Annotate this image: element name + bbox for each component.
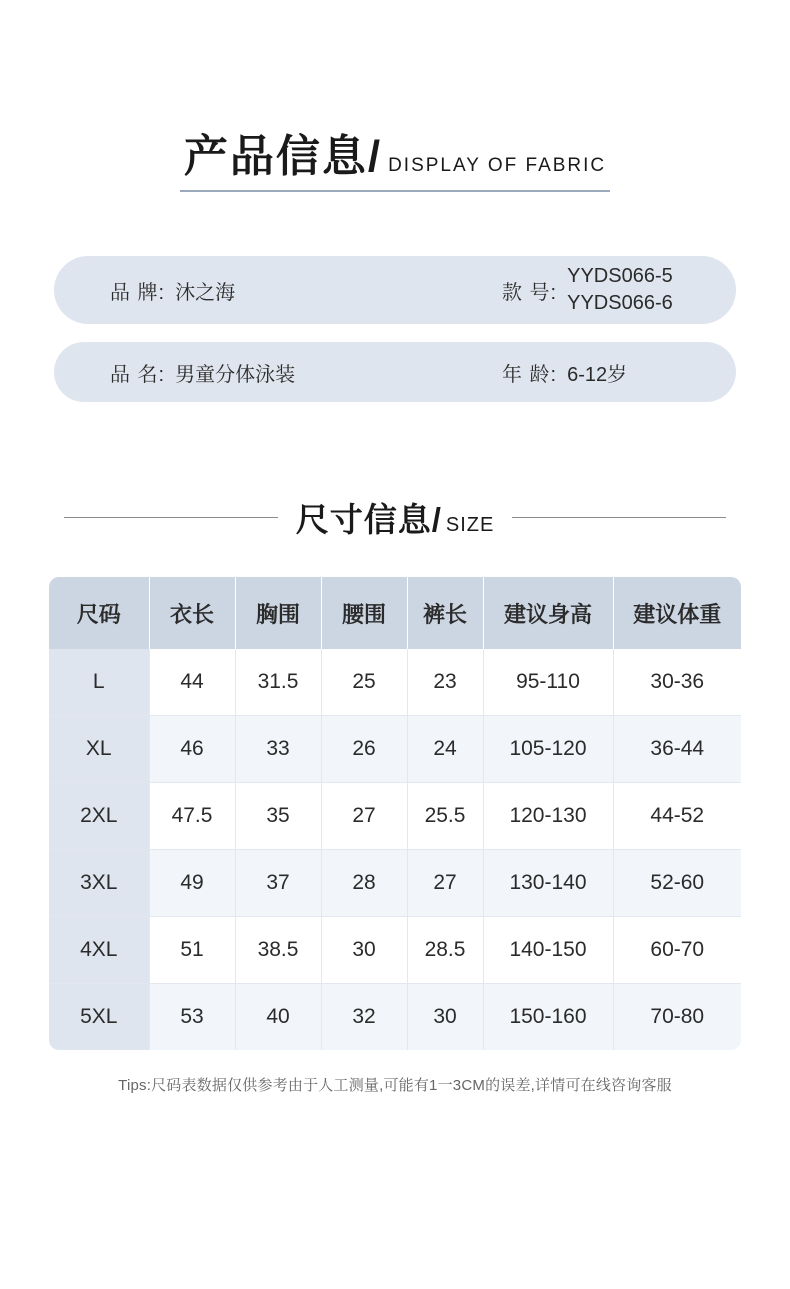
cell-size: 2XL [49,783,149,850]
size-heading-rule-left [64,517,278,518]
cell-height: 105-120 [483,716,613,783]
cell-pant-length: 24 [407,716,483,783]
brand-value: 沐之海 [175,281,236,304]
cell-height: 140-150 [483,917,613,984]
model-label: 款 号: [502,281,558,304]
header-bust: 胸围 [235,577,321,649]
table-row [49,649,741,716]
cell-size: L [49,649,149,716]
cell-waist: 30 [321,917,407,984]
cell-height: 120-130 [483,783,613,850]
table-row [49,917,741,984]
header-length: 衣长 [149,577,235,649]
cell-waist: 32 [321,984,407,1051]
table-header-row [49,577,741,649]
cell-bust: 35 [235,783,321,850]
model-value [567,263,673,317]
cell-waist: 28 [321,850,407,917]
cell-length: 49 [149,850,235,917]
brand-cell [110,276,440,305]
heading-underline [180,190,610,192]
cell-length: 47.5 [149,783,235,850]
info-row-name-age [54,342,736,402]
cell-weight: 30-36 [613,649,741,716]
header-size: 尺码 [49,577,149,649]
product-info-heading [0,120,790,200]
size-table-wrapper [49,577,741,1050]
table-row [49,783,741,850]
cell-length: 46 [149,716,235,783]
cell-size: 3XL [49,850,149,917]
header-pant-length: 裤长 [407,577,483,649]
size-info-heading [0,494,790,541]
model-cell [440,263,690,317]
product-name-cell [110,358,440,387]
cell-bust: 38.5 [235,917,321,984]
info-row-brand-model [54,256,736,324]
size-title-cn: 尺寸信息/ [295,501,442,538]
cell-waist: 27 [321,783,407,850]
size-table-head [49,577,741,649]
cell-size: 4XL [49,917,149,984]
product-info-block [54,256,736,402]
product-info-title-cn: 产品信息/ [183,132,383,181]
header-weight: 建议体重 [613,577,741,649]
size-table-body [49,649,741,1050]
table-row [49,716,741,783]
cell-size: XL [49,716,149,783]
cell-pant-length: 27 [407,850,483,917]
cell-length: 51 [149,917,235,984]
cell-bust: 37 [235,850,321,917]
product-name-value: 男童分体泳装 [175,363,296,386]
cell-bust: 40 [235,984,321,1051]
cell-weight: 70-80 [613,984,741,1051]
table-row [49,850,741,917]
size-tips-note: Tips:尺码表数据仅供参考由于人工测量,可能有1一3CM的误差,详情可在线咨询客服 [118,1077,672,1094]
cell-pant-length: 23 [407,649,483,716]
cell-bust: 31.5 [235,649,321,716]
cell-height: 150-160 [483,984,613,1051]
cell-weight: 36-44 [613,716,741,783]
cell-length: 44 [149,649,235,716]
cell-pant-length: 25.5 [407,783,483,850]
brand-label: 品 牌: [110,281,166,304]
product-info-heading-inner [180,120,610,192]
cell-waist: 25 [321,649,407,716]
cell-length: 53 [149,984,235,1051]
header-waist: 腰围 [321,577,407,649]
age-label: 年 龄: [502,363,558,386]
cell-size: 5XL [49,984,149,1051]
cell-weight: 52-60 [613,850,741,917]
product-info-title-en: DISPLAY OF FABRIC [388,155,607,176]
size-heading-rule-right [512,517,726,518]
cell-weight: 44-52 [613,783,741,850]
cell-bust: 33 [235,716,321,783]
cell-pant-length: 30 [407,984,483,1051]
age-value: 6-12岁 [567,363,628,386]
header-height: 建议身高 [483,577,613,649]
age-cell [440,358,690,387]
cell-pant-length: 28.5 [407,917,483,984]
size-title-en: SIZE [445,514,495,536]
size-heading-text [296,494,495,541]
model-value-line1: YYDS066-5 [567,265,673,287]
size-table [49,577,741,1050]
model-value-line2: YYDS066-6 [567,292,673,314]
cell-weight: 60-70 [613,917,741,984]
product-detail-page [0,120,790,1289]
cell-waist: 26 [321,716,407,783]
table-row [49,984,741,1051]
cell-height: 130-140 [483,850,613,917]
cell-height: 95-110 [483,649,613,716]
product-name-label: 品 名: [110,363,166,386]
